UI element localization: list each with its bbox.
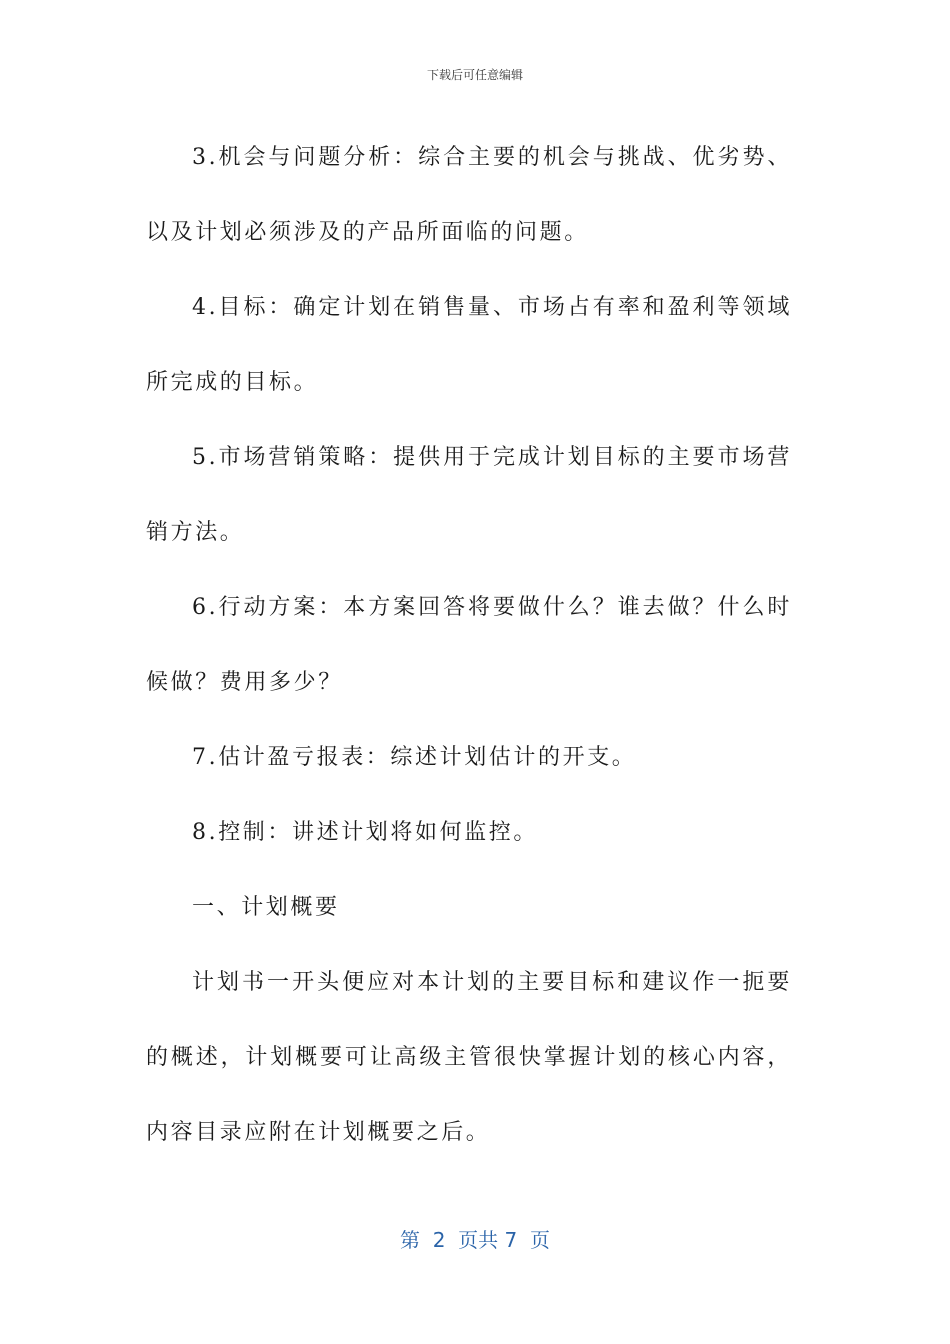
paragraph-marketing-strategy: 5.市场营销策略：提供用于完成计划目标的主要市场营销方法。 <box>146 445 792 545</box>
paragraph-control: 8.控制：讲述计划将如何监控。 <box>192 820 538 845</box>
page-header: 下载后可任意编辑 <box>426 68 523 82</box>
paragraph-objectives: 4.目标：确定计划在销售量、市场占有率和盈利等领域所完成的目标。 <box>146 295 792 395</box>
paragraph-plan-summary: 计划书一开头便应对本计划的主要目标和建议作一扼要的概述，计划概要可让高级主管很快掌握计划的核心内容，内容目录应附在计划概要之后。 <box>146 970 792 1145</box>
paragraph-opportunity-analysis: 3.机会与问题分析：综合主要的机会与挑战、优劣势、以及计划必须涉及的产品所面临的问题。 <box>146 145 792 245</box>
paragraph-action-plan: 6.行动方案：本方案回答将要做什么？谁去做？什么时候做？费用多少？ <box>146 595 792 695</box>
document-body <box>146 120 792 1170</box>
paragraph-profit-loss-statement: 7.估计盈亏报表：综述计划估计的开支。 <box>192 745 637 770</box>
page-number-footer: 第 2 页共 7 页 <box>400 1228 550 1252</box>
section-heading-plan-summary: 一、计划概要 <box>192 895 340 920</box>
